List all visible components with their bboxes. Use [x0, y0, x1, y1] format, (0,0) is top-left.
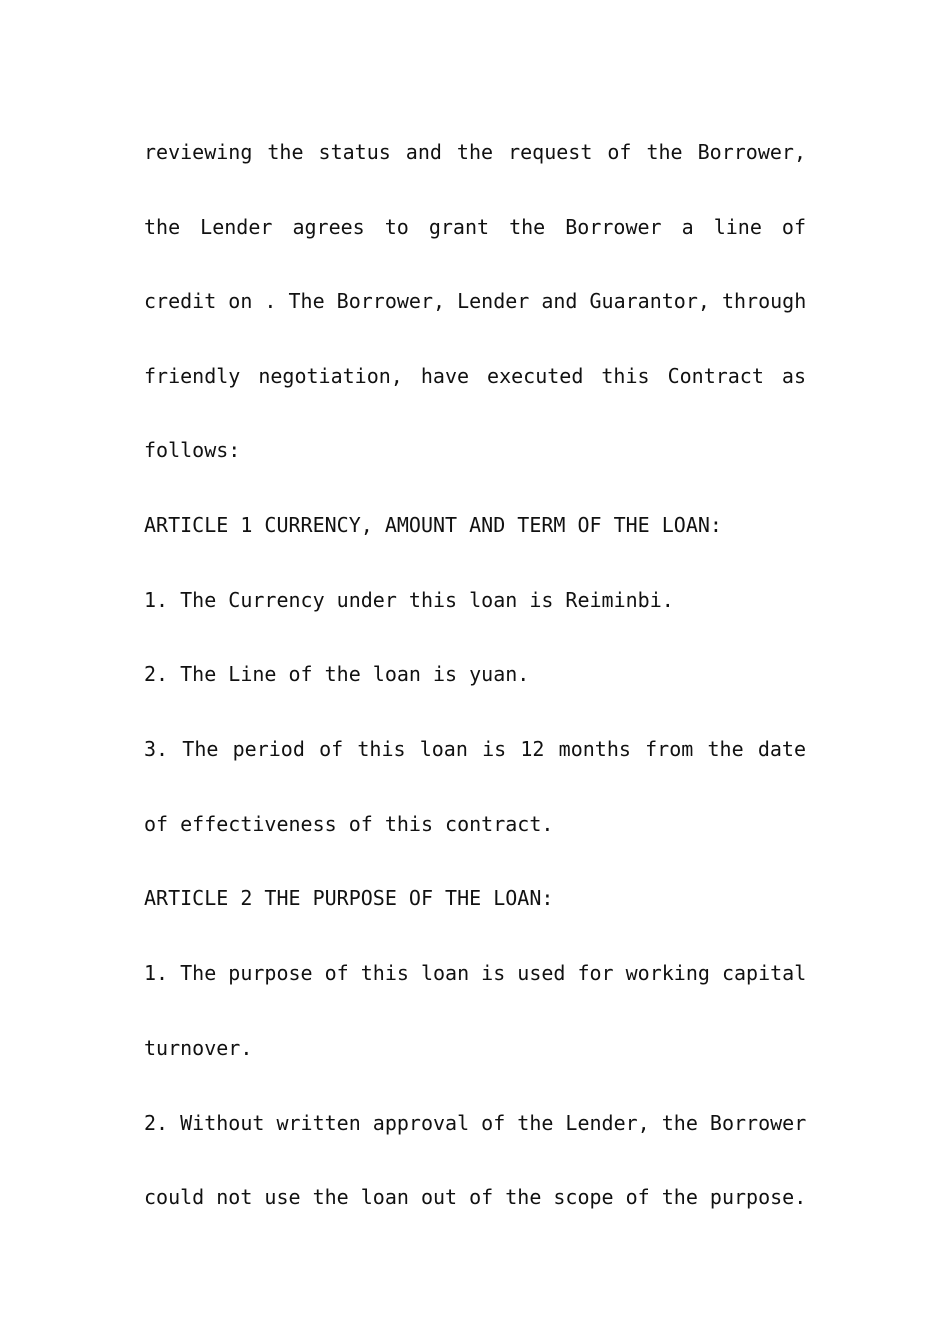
list-item: 1. The purpose of this loan is used for working capital — [144, 961, 807, 985]
paragraph-line: credit on . The Borrower, Lender and Guarantor, through — [144, 289, 807, 313]
list-item: 3. The period of this loan is 12 months from the date — [144, 737, 806, 761]
article-heading: ARTICLE 2 THE PURPOSE OF THE LOAN: — [144, 886, 554, 910]
paragraph-line: the Lender agrees to grant the Borrower a line of — [144, 215, 806, 239]
list-item-continuation: of effectiveness of this contract. — [144, 812, 554, 836]
paragraph-line: friendly negotiation, have executed this Contract as — [144, 364, 806, 388]
list-item-continuation: could not use the loan out of the scope of the purpose. — [144, 1185, 807, 1209]
article-heading: ARTICLE 1 CURRENCY, AMOUNT AND TERM OF THE LOAN: — [144, 513, 722, 537]
list-item-continuation: turnover. — [144, 1036, 253, 1060]
paragraph-line: follows: — [144, 438, 241, 462]
list-item: 1. The Currency under this loan is Reiminbi. — [144, 588, 674, 612]
list-item: 2. The Line of the loan is yuan. — [144, 662, 530, 686]
list-item: 2. Without written approval of the Lender, the Borrower — [144, 1111, 807, 1135]
paragraph-line: reviewing the status and the request of the Borrower, — [144, 140, 806, 164]
